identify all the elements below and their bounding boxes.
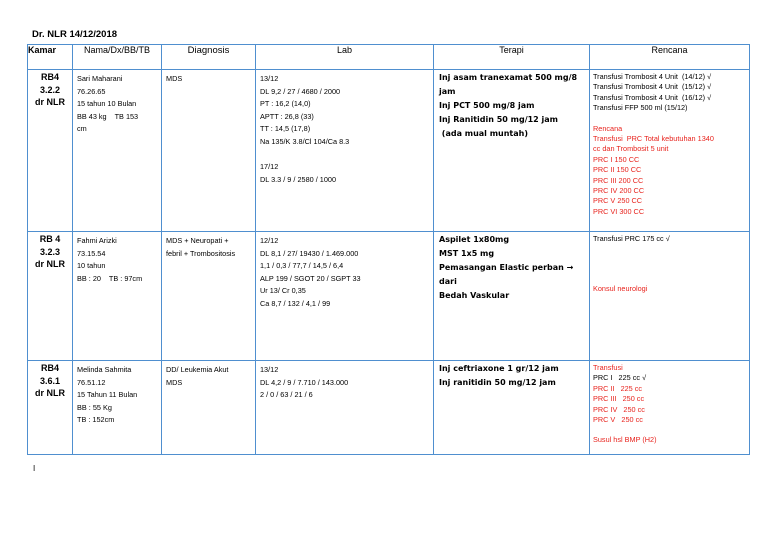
lab-line (260, 149, 433, 162)
lab-line: Ur 13/ Cr 0,35 (260, 286, 306, 296)
lab-line: TT : 14,5 (17,8) (260, 124, 311, 134)
lab-cell (256, 232, 434, 361)
lab-cell (256, 70, 434, 232)
lab-line: DL 3.3 / 9 / 2580 / 1000 (260, 174, 336, 184)
diagnosis-cell (162, 361, 256, 455)
lab-line: 1,1 / 0,3 / 77,7 / 14,5 / 6,4 (260, 261, 344, 271)
kamar-cell (28, 232, 73, 361)
diagnosis-cell (162, 232, 256, 361)
lab-line: ALP 199 / SGOT 20 / SGPT 33 (260, 273, 361, 283)
header-nama: Nama/Dx/BB/TB (73, 45, 162, 70)
patient-age: 15 tahun 10 Bulan (77, 99, 137, 109)
diagnosis-cell (162, 70, 256, 232)
bed-number: 3.6.1 (39, 375, 61, 386)
header-kamar: Kamar (28, 45, 73, 70)
patient-measure: BB : 55 Kg (77, 402, 112, 412)
header-diagnosis: Diagnosis (162, 45, 256, 70)
therapy-line: Aspilet 1x80mg (439, 235, 510, 244)
therapy-line: Inj Ranitidin 50 mg/12 jam (439, 115, 559, 124)
therapy-line: Inj asam tranexamat 500 mg/8 jam (439, 73, 578, 96)
diagnosis-text: febril + Trombositosis (166, 248, 236, 258)
room-code: RB4 (40, 72, 59, 82)
patient-name: Fahmi Arizki (77, 236, 117, 245)
bed-number: 3.2.3 (39, 246, 61, 257)
therapy-line: Inj PCT 500 mg/8 jam (439, 101, 535, 110)
plan-line: PRC V 250 cc (593, 415, 643, 425)
record-number: 73.15.54 (77, 248, 106, 258)
patient-measure: TB : 152cm (77, 415, 115, 425)
plan-line: PRC IV 200 CC (593, 186, 645, 196)
doctor-name: dr NLR (35, 97, 65, 107)
lab-line: DL 9,2 / 27 / 4680 / 2000 (260, 86, 341, 96)
page-mark: I (33, 464, 36, 473)
lab-line: 12/12 (260, 236, 279, 245)
rencana-cell (590, 232, 750, 361)
lab-line: Na 135/K 3.8/Cl 104/Ca 8.3 (260, 136, 350, 146)
doctor-name: dr NLR (35, 259, 65, 269)
room-code: RB 4 (39, 234, 61, 244)
header-terapi: Terapi (434, 45, 590, 70)
plan-line (593, 425, 749, 435)
patient-measure: cm (77, 124, 87, 134)
therapy-line: Inj ranitidin 50 mg/12 jam (439, 378, 556, 387)
plan-line: Konsul neurologi (593, 284, 648, 294)
lab-line: APTT : 26,8 (33) (260, 111, 314, 121)
patient-cell (73, 232, 162, 361)
room-code: RB4 (40, 363, 59, 373)
diagnosis-text: MDS (166, 377, 183, 387)
bed-number: 3.2.2 (39, 84, 61, 95)
doctor-name: dr NLR (35, 388, 65, 398)
patient-age: 10 tahun (77, 261, 106, 271)
table-row (28, 70, 750, 232)
kamar-cell (28, 361, 73, 455)
lab-line: Ca 8,7 / 132 / 4,1 / 99 (260, 298, 331, 308)
table-header-row (28, 45, 750, 70)
rencana-cell (590, 70, 750, 232)
plan-line: PRC I 150 CC (593, 154, 640, 164)
record-number: 76.26.65 (77, 86, 106, 96)
diagnosis-text: DD/ Leukemia Akut (166, 365, 229, 374)
lab-line: DL 4,2 / 9 / 7.710 / 143.000 (260, 377, 349, 387)
lab-line: 13/12 (260, 365, 279, 374)
lab-line: 17/12 (260, 162, 279, 172)
lab-line: PT : 16,2 (14,0) (260, 99, 311, 109)
patient-name: Sari Maharani (77, 74, 123, 83)
plan-line: Transfusi Trombosit 4 Unit (16/12) √ (593, 92, 712, 102)
plan-line: PRC II 225 cc (593, 383, 643, 393)
rencana-cell (590, 361, 750, 455)
therapy-line: MST 1x5 mg (439, 249, 495, 258)
plan-line: Transfusi Trombosit 4 Unit (15/12) √ (593, 82, 712, 92)
lab-line: DL 8,1 / 27/ 19430 / 1.469.000 (260, 248, 359, 258)
plan-line: PRC III 250 cc (593, 394, 645, 404)
plan-line: PRC II 150 CC (593, 165, 642, 175)
therapy-line: (ada mual muntah) (439, 129, 529, 138)
header-rencana: Rencana (590, 45, 750, 70)
plan-line: PRC VI 300 CC (593, 206, 645, 216)
plan-line: Susul hsl BMP (H2) (593, 435, 657, 445)
lab-line: 2 / 0 / 63 / 21 / 6 (260, 390, 313, 400)
plan-line: cc dan Trombosit 5 unit (593, 144, 669, 154)
patient-age: 15 Tahun 11 Bulan (77, 390, 138, 400)
therapy-line: Pemasangan Elastic perban → dari (439, 263, 574, 286)
lab-cell (256, 361, 434, 455)
patient-rounds-table (27, 44, 750, 455)
header-lab: Lab (256, 45, 434, 70)
record-number: 76.51.12 (77, 377, 106, 387)
plan-line: PRC V 250 CC (593, 196, 643, 206)
patient-measure: BB : 20 TB : 97cm (77, 273, 143, 283)
therapy-line: Bedah Vaskular (439, 291, 510, 300)
table-row (28, 361, 750, 455)
plan-line: PRC I 225 cc √ (593, 373, 647, 383)
table-row (28, 232, 750, 361)
terapi-cell (434, 232, 590, 361)
plan-line: Transfusi PRC Total kebutuhan 1340 (593, 134, 714, 144)
plan-line: Transfusi (593, 363, 623, 372)
patient-name: Melinda Sahmita (77, 365, 132, 374)
document-title: Dr. NLR 14/12/2018 (32, 29, 118, 40)
plan-line: PRC III 200 CC (593, 175, 644, 185)
diagnosis-text: MDS + Neuropati + (166, 236, 229, 245)
diagnosis-text: MDS (166, 74, 183, 83)
kamar-cell (28, 70, 73, 232)
plan-line: Transfusi FFP 500 ml (15/12) (593, 103, 688, 113)
terapi-cell (434, 361, 590, 455)
plan-line: Rencana (593, 123, 623, 133)
plan-line: PRC IV 250 cc (593, 404, 645, 414)
patient-cell (73, 70, 162, 232)
lab-line: 13/12 (260, 74, 279, 83)
plan-line: Transfusi Trombosit 4 Unit (14/12) √ (593, 72, 712, 81)
therapy-line: Inj ceftriaxone 1 gr/12 jam (439, 364, 559, 373)
patient-cell (73, 361, 162, 455)
patient-measure: BB 43 kg TB 153 (77, 111, 139, 121)
plan-line: Transfusi PRC 175 cc √ (593, 234, 670, 243)
terapi-cell (434, 70, 590, 232)
